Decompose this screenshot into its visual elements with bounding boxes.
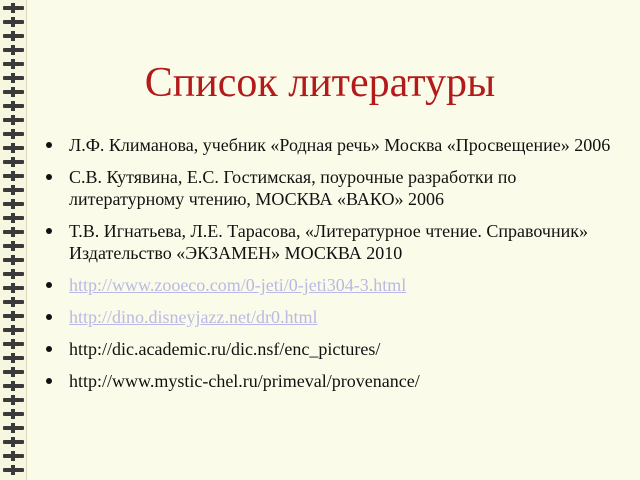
binding-ring xyxy=(3,48,24,52)
reference-text: Т.В. Игнатьева, Л.Е. Тарасова, «Литературное чтение. Справочник» Издательство «ЭКЗАМЕН» МОСКВА 2010 xyxy=(69,221,588,263)
binding-ring xyxy=(3,398,24,402)
binding-ring xyxy=(3,300,24,304)
list-item[interactable] xyxy=(44,274,614,296)
binding-ring xyxy=(3,412,24,416)
list-item xyxy=(44,338,614,360)
list-item xyxy=(44,166,614,210)
binding-ring xyxy=(3,440,24,444)
binding-ring xyxy=(3,426,24,430)
reference-text: http://www.mystic-chel.ru/primeval/provenance/ xyxy=(69,371,420,391)
binding-ring xyxy=(3,76,24,80)
binding-ring xyxy=(3,454,24,458)
binding-ring xyxy=(3,20,24,24)
binding-ring xyxy=(3,160,24,164)
binding-ring xyxy=(3,188,24,192)
binding-ring xyxy=(3,230,24,234)
binding-ring xyxy=(3,216,24,220)
binding-ring xyxy=(3,258,24,262)
binding-ring xyxy=(3,174,24,178)
binding-ring xyxy=(3,146,24,150)
binding-edge xyxy=(26,0,27,480)
spiral-binding-icon xyxy=(0,0,26,480)
binding-ring xyxy=(3,62,24,66)
binding-ring xyxy=(3,90,24,94)
binding-ring xyxy=(3,272,24,276)
binding-ring xyxy=(3,202,24,206)
reference-link[interactable]: http://dino.disneyjazz.net/dr0.html xyxy=(69,307,318,327)
reference-link[interactable]: http://www.zooeco.com/0-jeti/0-jeti304-3.html xyxy=(69,275,407,295)
binding-ring xyxy=(3,132,24,136)
binding-ring xyxy=(3,342,24,346)
binding-ring xyxy=(3,118,24,122)
reference-list xyxy=(44,134,614,402)
list-item xyxy=(44,134,614,156)
reference-text: http://dic.academic.ru/dic.nsf/enc_pictures/ xyxy=(69,339,381,359)
binding-ring xyxy=(3,468,24,472)
binding-ring xyxy=(3,314,24,318)
binding-ring xyxy=(3,328,24,332)
reference-text: Л.Ф. Климанова, учебник «Родная речь» Москва «Просвещение» 2006 xyxy=(69,135,611,155)
reference-text: С.В. Кутявина, Е.С. Гостимская, поурочные разработки по литературному чтению, МОСКВА «ВАКО» 2006 xyxy=(69,167,517,209)
slide-title: Список литературы xyxy=(144,60,496,106)
binding-ring xyxy=(3,286,24,290)
binding-ring xyxy=(3,370,24,374)
list-item xyxy=(44,370,614,392)
binding-ring xyxy=(3,244,24,248)
list-item xyxy=(44,220,614,264)
list-item[interactable] xyxy=(44,306,614,328)
binding-ring xyxy=(3,384,24,388)
binding-ring xyxy=(3,356,24,360)
binding-ring xyxy=(3,6,24,10)
binding-ring xyxy=(3,104,24,108)
binding-ring xyxy=(3,34,24,38)
